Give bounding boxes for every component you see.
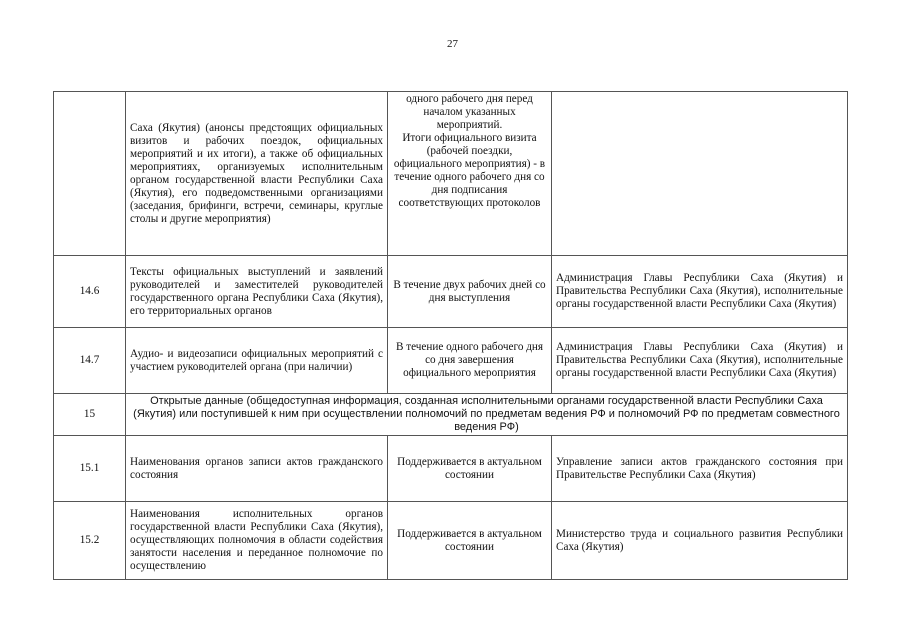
item-number: 15.1	[54, 436, 126, 502]
section-title: Открытые данные (общедоступная информация, созданная исполнительными органами государственной власти Республики Саха (Якутия) или поступившей к ним при осуществлении полномочий по предметам ведения РФ и полномочий РФ по предметам совместного ведения РФ)	[126, 394, 848, 436]
item-responsible: Управление записи актов гражданского состояния при Правительстве Республики Саха (Якутия)	[552, 436, 848, 502]
table-row	[54, 328, 848, 394]
item-description: Саха (Якутия) (анонсы предстоящих официальных визитов и рабочих поездок, официальных мероприятий и их итоги), а также об официальных мероприятиях, организуемых исполнительным органом государственной власти Республики Саха (Якутия), его подведомственными организациями (заседания, брифинги, встречи, семинары, круглые столы и другие мероприятия)	[126, 92, 388, 256]
section-number: 15	[54, 394, 126, 436]
item-deadline: В течение одного рабочего дня со дня завершения официального мероприятия	[388, 328, 552, 394]
table-row	[54, 256, 848, 328]
item-responsible: Администрация Главы Республики Саха (Якутия) и Правительства Республики Саха (Якутия), исполнительные органы государственной власти Республики Саха (Якутия)	[552, 256, 848, 328]
item-description: Наименования органов записи актов гражданского состояния	[126, 436, 388, 502]
table-row	[54, 436, 848, 502]
item-deadline: Поддерживается в актуальном состоянии	[388, 436, 552, 502]
deadline-part: Итоги официального визита (рабочей поездки, официального мероприятия) - в течение одного рабочего дня со дня подписания соответствующих протоколов	[393, 132, 546, 209]
item-number	[54, 92, 126, 256]
item-deadline	[388, 92, 552, 256]
document-table	[53, 91, 848, 580]
item-responsible: Администрация Главы Республики Саха (Якутия) и Правительства Республики Саха (Якутия), исполнительные органы государственной власти Республики Саха (Якутия)	[552, 328, 848, 394]
table-row	[54, 394, 848, 436]
page-number: 27	[447, 38, 458, 50]
table-row	[54, 92, 848, 256]
item-number: 14.6	[54, 256, 126, 328]
item-description: Тексты официальных выступлений и заявлений руководителей и заместителей руководителей государственного органа Республики Саха (Якутия), его территориальных органов	[126, 256, 388, 328]
item-responsible: Министерство труда и социального развития Республики Саха (Якутия)	[552, 502, 848, 580]
item-number: 14.7	[54, 328, 126, 394]
deadline-part: одного рабочего дня перед началом указанных мероприятий.	[406, 93, 533, 131]
item-responsible	[552, 92, 848, 256]
item-deadline: Поддерживается в актуальном состоянии	[388, 502, 552, 580]
item-deadline: В течение двух рабочих дней со дня выступления	[388, 256, 552, 328]
table-row	[54, 502, 848, 580]
item-number: 15.2	[54, 502, 126, 580]
item-description: Аудио- и видеозаписи официальных мероприятий с участием руководителей органа (при наличии)	[126, 328, 388, 394]
item-description: Наименования исполнительных органов государственной власти Республики Саха (Якутия), осуществляющих полномочия в области содействия занятости населения и переданное полномочие по осуществлению	[126, 502, 388, 580]
